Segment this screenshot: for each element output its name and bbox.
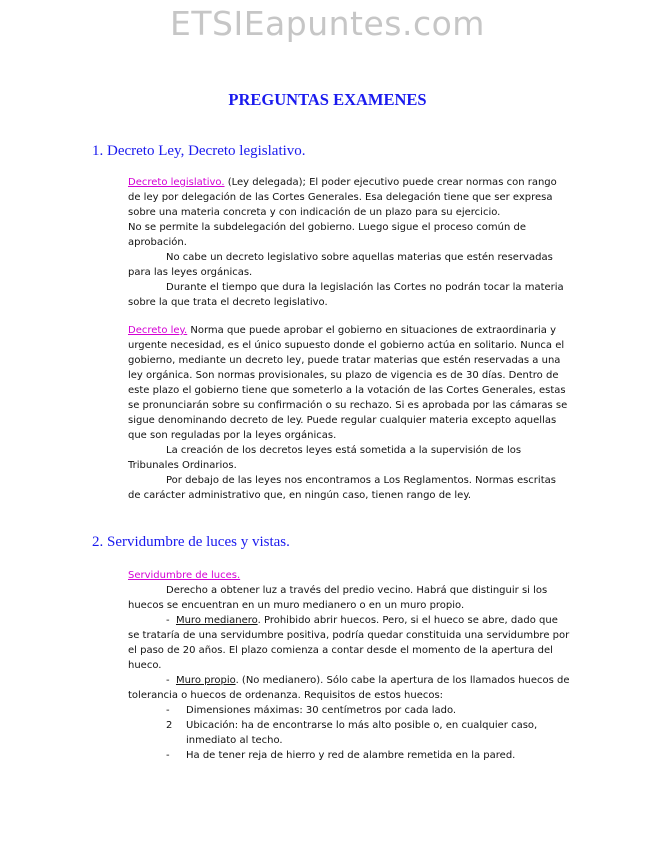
text-line: que son reguladas por la leyes orgánicas.	[128, 430, 337, 441]
list-marker: -	[166, 705, 170, 716]
list-marker: -	[166, 750, 170, 761]
list-item-text: Ubicación: ha de encontrarse lo más alto posible o, en cualquier caso,	[186, 720, 538, 731]
text-fragment: . (No medianero). Sólo cabe la apertura de los llamados huecos de	[235, 675, 570, 686]
section-heading-decreto: 1. Decreto Ley, Decreto legislativo.	[92, 143, 306, 159]
list-item	[128, 718, 560, 733]
page-title: PREGUNTAS EXAMENES	[228, 90, 427, 109]
term-servidumbre-luces: Servidumbre de luces.	[128, 570, 241, 581]
text-fragment: . Prohibido abrir huecos. Pero, si el hueco se abre, dado que	[257, 615, 558, 626]
dash-marker: -	[166, 615, 170, 626]
text-line: tolerancia o huecos de ordenanza. Requisitos de estos huecos:	[128, 690, 444, 701]
list-marker	[128, 733, 186, 748]
text-line: se trataría de una servidumbre positiva, podría quedar constituida una servidumbre por	[128, 630, 570, 641]
list-marker: 2	[166, 720, 173, 731]
text-line: La creación de los decretos leyes está sometida a la supervisión de los	[166, 445, 522, 456]
text-line: Durante el tiempo que dura la legislación las Cortes no podrán tocar la materia	[166, 282, 564, 293]
term-muro-propio: Muro propio	[175, 675, 236, 686]
text-line: Derecho a obtener luz a través del predio vecino. Habrá que distinguir si los	[166, 585, 548, 596]
list-item-text: Dimensiones máximas: 30 centímetros por cada lado.	[186, 705, 457, 716]
text-fragment: (Ley delegada); El poder ejecutivo puede crear normas con rango	[224, 177, 557, 188]
section-heading-servidumbre: 2. Servidumbre de luces y vistas.	[92, 534, 290, 550]
text-line	[128, 323, 560, 338]
watermark: ETSIEapuntes.com	[170, 4, 485, 43]
text-line: Tribunales Ordinarios.	[128, 460, 237, 471]
text-line: No se permite la subdelegación del gobierno. Luego sigue el proceso común de	[128, 222, 526, 233]
text-line: No cabe un decreto legislativo sobre aquellas materias que estén reservadas	[166, 252, 553, 263]
text-line	[128, 175, 560, 190]
list-item-text: Ha de tener reja de hierro y red de alambre remetida en la pared.	[186, 750, 516, 761]
text-line: aprobación.	[128, 237, 187, 248]
text-line: este plazo el gobierno tiene que someterlo a la votación de las Cortes Generales, estas	[128, 385, 566, 396]
text-line: gobierno, mediante un decreto ley, puede tratar materias que estén reservadas a una	[128, 355, 561, 366]
paragraph-servidumbre-luces	[128, 568, 570, 763]
text-line: sobre una materia concreta y con indicación de un plazo para su ejercicio.	[128, 207, 501, 218]
text-line: para las leyes orgánicas.	[128, 267, 253, 278]
list-item	[128, 733, 560, 748]
text-line: el paso de 20 años. El plazo comienza a contar desde el momento de la apertura del	[128, 645, 553, 656]
text-line: se pronunciarán sobre su confirmación o su rechazo. Si es aprobada por las cámaras se	[128, 400, 568, 411]
text-line: de ley por delegación de las Cortes Generales. Esa delegación tiene que ser expresa	[128, 192, 553, 203]
list-item	[128, 748, 560, 763]
text-fragment: Norma que puede aprobar el gobierno en situaciones de extraordinaria y	[187, 325, 556, 336]
text-line	[128, 673, 570, 688]
list-item	[128, 703, 560, 718]
text-line: ley orgánica. Son normas provisionales, su plazo de vigencia es de 30 días. Dentro de	[128, 370, 559, 381]
text-line: sigue denominando decreto de ley. Puede regular cualquier materia excepto aquellas	[128, 415, 557, 426]
text-line: huecos se encuentran en un muro medianero o en un muro propio.	[128, 600, 465, 611]
term-decreto-ley: Decreto ley.	[128, 325, 188, 336]
text-line	[128, 613, 560, 628]
text-line: urgente necesidad, es el único supuesto donde el gobierno actúa en solitario. Nunca el	[128, 340, 565, 351]
text-line: Por debajo de las leyes nos encontramos a Los Reglamentos. Normas escritas	[166, 475, 556, 486]
list-item-text: inmediato al techo.	[186, 735, 283, 746]
text-line	[128, 568, 560, 583]
text-line: de carácter administrativo que, en ningún caso, tienen rango de ley.	[128, 490, 471, 501]
paragraph-decreto-legislativo	[128, 175, 564, 310]
text-line: hueco.	[128, 660, 162, 671]
paragraph-decreto-ley	[128, 323, 568, 503]
term-muro-medianero: Muro medianero	[175, 615, 258, 626]
dash-marker: -	[166, 675, 170, 686]
text-line: sobre la que trata el decreto legislativo.	[128, 297, 328, 308]
term-decreto-legislativo: Decreto legislativo.	[128, 177, 225, 188]
